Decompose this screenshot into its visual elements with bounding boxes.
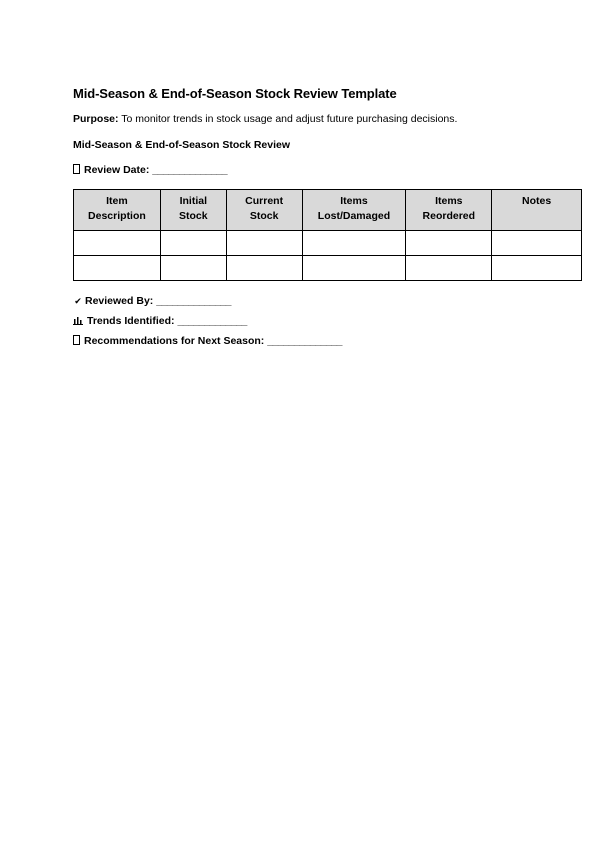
reviewed-by-blank[interactable]: ______________ — [156, 295, 231, 307]
review-date-blank[interactable]: ______________ — [152, 164, 228, 176]
trends-blank[interactable]: _____________ — [177, 315, 247, 327]
stock-review-table — [73, 189, 582, 281]
document-title: Mid-Season & End-of-Season Stock Review Template — [73, 86, 397, 101]
table-cell-initial-stock[interactable] — [160, 231, 226, 256]
review-date-line — [73, 164, 227, 176]
column-header-initial-stock: Initial Stock — [160, 190, 226, 231]
table-cell-current-stock[interactable] — [226, 256, 302, 281]
column-header-notes: Notes — [492, 190, 582, 231]
table-cell-items-lost-damaged[interactable] — [302, 231, 406, 256]
bar-chart-icon — [73, 316, 83, 325]
table-cell-items-lost-damaged[interactable] — [302, 256, 406, 281]
table-cell-items-reordered[interactable] — [406, 256, 492, 281]
column-header-items-lost-damaged: Items Lost/Damaged — [302, 190, 406, 231]
table-row — [74, 256, 582, 281]
purpose-label: Purpose: — [73, 113, 119, 125]
purpose-line — [73, 113, 457, 125]
recommendations-blank[interactable]: ______________ — [267, 335, 342, 347]
table-header-row — [74, 190, 582, 231]
trends-label: Trends Identified: — [87, 315, 175, 327]
table-cell-current-stock[interactable] — [226, 231, 302, 256]
trends-line — [73, 315, 247, 327]
calendar-icon — [73, 164, 80, 174]
reviewed-by-label: Reviewed By: — [85, 295, 154, 307]
table-cell-item-description[interactable] — [74, 256, 161, 281]
column-header-current-stock: Current Stock — [226, 190, 302, 231]
section-heading: Mid-Season & End-of-Season Stock Review — [73, 139, 291, 151]
checkmark-icon: ✔ — [74, 296, 82, 306]
column-header-item-description: Item Description — [74, 190, 161, 231]
table-cell-notes[interactable] — [492, 256, 582, 281]
table-cell-notes[interactable] — [492, 231, 582, 256]
reviewed-by-line — [73, 295, 231, 307]
review-date-label: Review Date: — [84, 164, 150, 176]
purpose-text: To monitor trends in stock usage and adjust future purchasing decisions. — [118, 113, 458, 125]
placeholder-box-icon — [73, 335, 80, 345]
recommendations-label: Recommendations for Next Season: — [84, 335, 265, 347]
recommendations-line — [73, 335, 342, 347]
table-cell-item-description[interactable] — [74, 231, 161, 256]
column-header-items-reordered: Items Reordered — [406, 190, 492, 231]
table-cell-items-reordered[interactable] — [406, 231, 492, 256]
table-row — [74, 231, 582, 256]
table-cell-initial-stock[interactable] — [160, 256, 226, 281]
